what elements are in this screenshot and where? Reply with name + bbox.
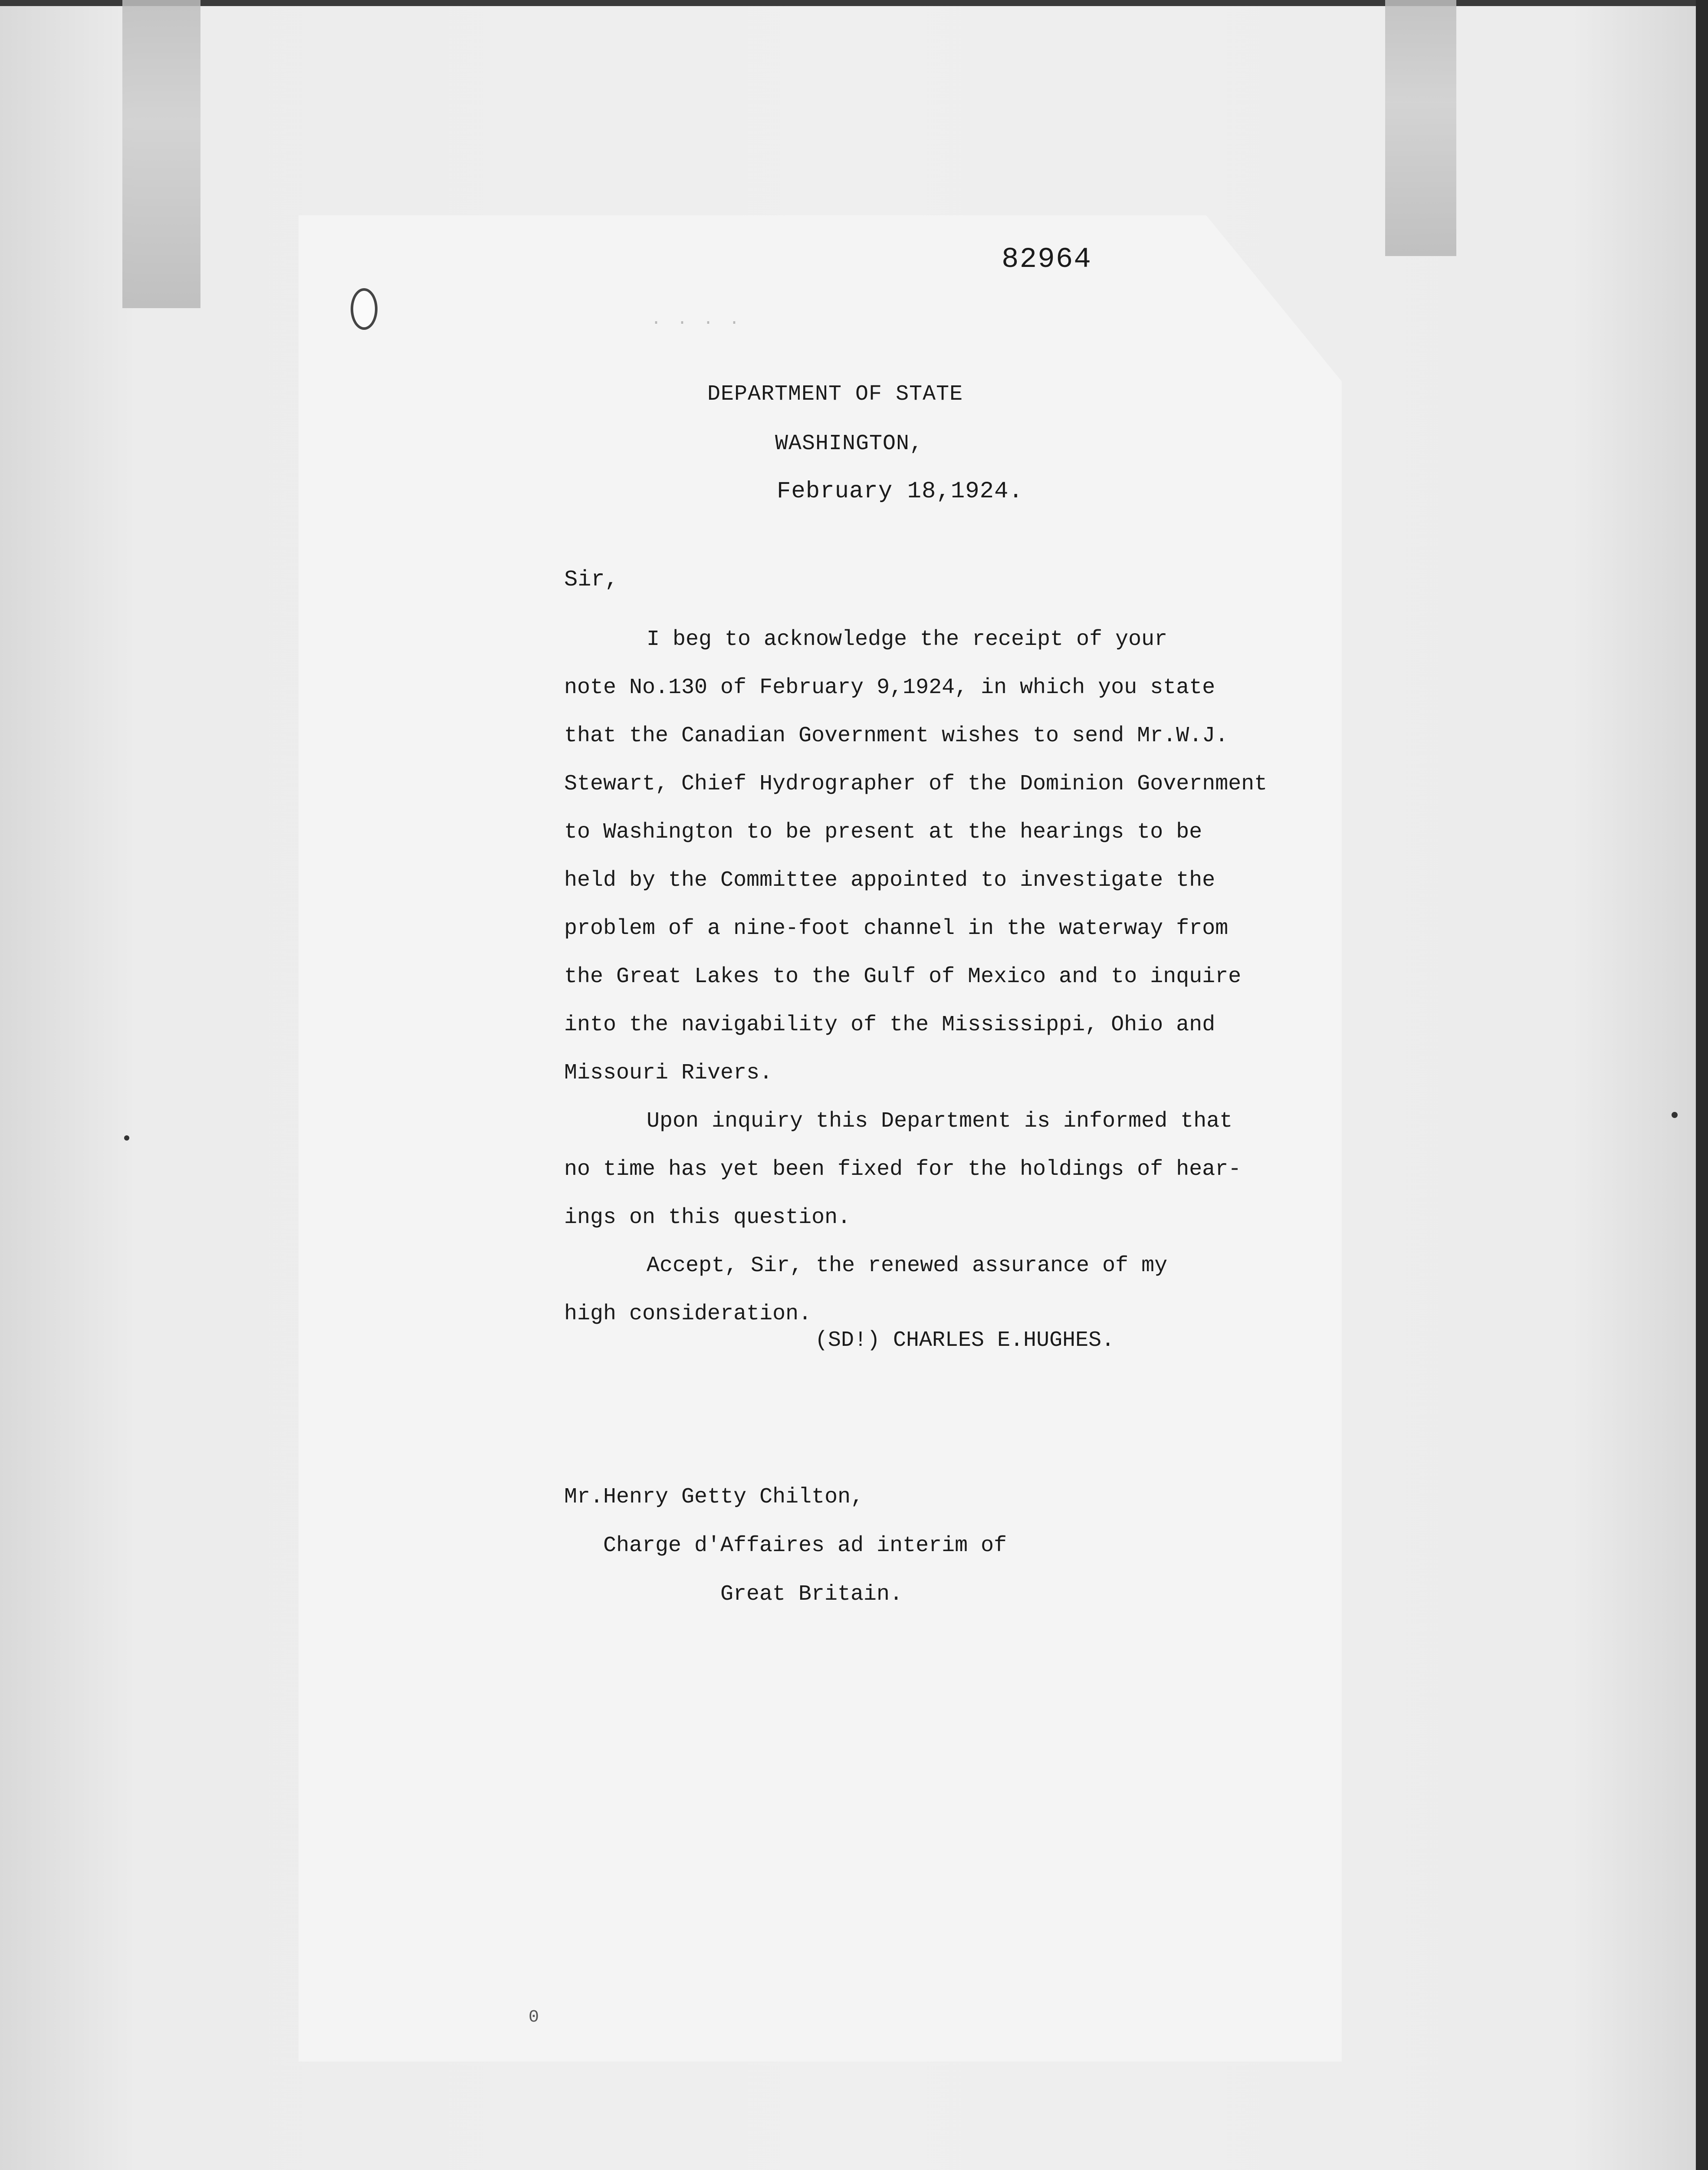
paragraph-closing: Accept, Sir, the renewed assurance of my high consideration. (564, 1253, 1168, 1326)
faint-stamp-mark: · · · · (651, 313, 742, 333)
letterhead-department: DEPARTMENT OF STATE (707, 382, 963, 407)
addressee-title: Charge d'Affaires ad interim of (603, 1533, 1007, 1558)
tape-strip-top-left (122, 0, 200, 308)
signature: (SD!) CHARLES E.HUGHES. (815, 1328, 1115, 1353)
stray-mark-right (1672, 1112, 1678, 1118)
document-number: 82964 (1002, 243, 1092, 276)
letterhead-city: WASHINGTON, (775, 431, 923, 456)
addressee-country: Great Britain. (720, 1582, 903, 1607)
letterhead-date: February 18,1924. (777, 478, 1023, 505)
addressee-name: Mr.Henry Getty Chilton, (564, 1485, 864, 1509)
corner-mark: 0 (529, 2008, 539, 2027)
salutation: Sir, (564, 567, 618, 592)
addressee-block (564, 1473, 1007, 1619)
punch-hole (351, 288, 378, 330)
tape-strip-top-right (1385, 0, 1456, 256)
paragraph-acknowledgement: I beg to acknowledge the receipt of your note No.130 of February 9,1924, in which you state that the Canadian Government wishes to send Mr.W.J. Stewart, Chief Hydrographer of the Dominion Government to Washington to be present at the hearings to be held by the Committee appointed to investigate the problem of a nine-foot channel in the waterway from the Great Lakes to the Gulf of Mexico and to inquire into the navigability of the Mississippi, Ohio and Missouri Rivers. (564, 627, 1268, 1085)
scan-right-edge (1696, 0, 1708, 2170)
stray-mark-left (124, 1135, 129, 1141)
paragraph-inquiry: Upon inquiry this Department is informed that no time has yet been fixed for the holdings of hear- ings on this question. (564, 1109, 1242, 1230)
letter-body (564, 615, 1293, 1338)
